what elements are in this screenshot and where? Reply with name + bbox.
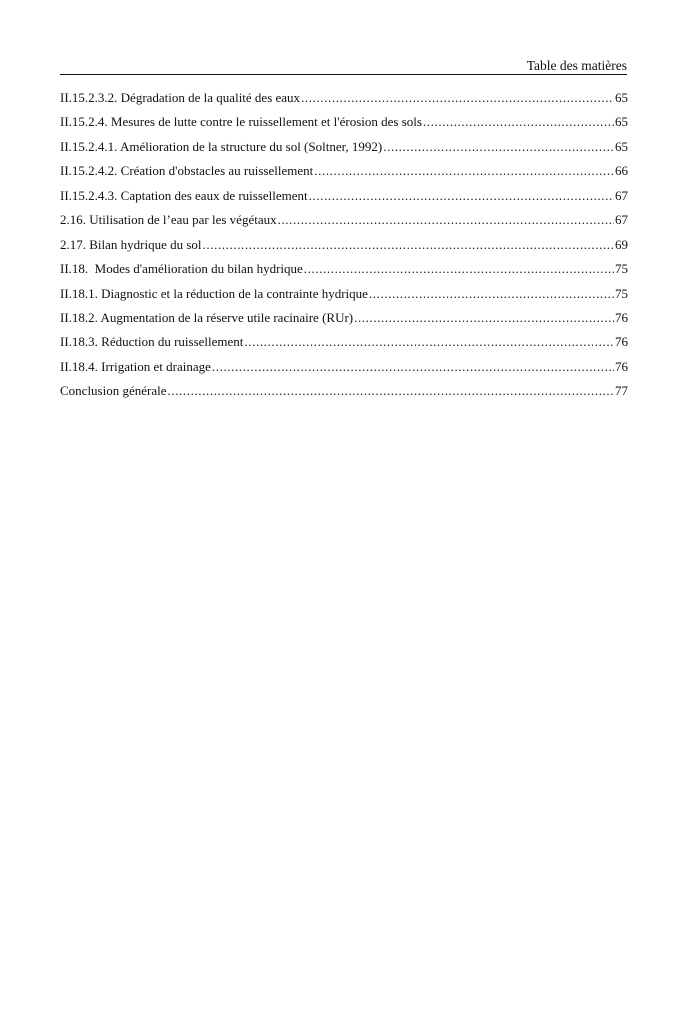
toc-dot-leader <box>383 139 614 155</box>
toc-entry-title: 2.16. Utilisation de l’eau par les végétaux <box>60 212 277 228</box>
toc-entry-title: II.18.2. Augmentation de la réserve utile racinaire (RUr) <box>60 309 354 325</box>
toc-entry-page: 76 <box>615 358 628 374</box>
toc-dot-leader <box>423 114 614 130</box>
toc-entry-title: II.18.3. Réduction du ruissellement <box>60 334 244 350</box>
toc-entry-page: 65 <box>615 138 628 154</box>
toc-dot-leader <box>301 90 614 106</box>
toc-dot-leader <box>168 383 615 399</box>
toc-entry-title: II.15.2.3.2. Dégradation de la qualité des eaux <box>60 90 301 105</box>
toc-dot-leader <box>203 237 614 253</box>
toc-entry-page: 66 <box>615 163 628 179</box>
toc-entry[interactable] <box>60 334 628 358</box>
toc-entry-page: 75 <box>615 261 628 277</box>
toc-entry-page: 76 <box>615 309 628 325</box>
toc-entry-page: 65 <box>615 114 628 130</box>
running-header: Table des matières <box>526 58 627 73</box>
toc-entry-title: II.18.1. Diagnostic et la réduction de la contrainte hydrique <box>60 285 368 301</box>
toc-entry-page: 65 <box>615 90 628 105</box>
toc-dot-leader <box>354 310 614 326</box>
toc-entry[interactable] <box>60 261 628 285</box>
toc-entry-title: II.15.2.4.1. Amélioration de la structure du sol (Soltner, 1992) <box>60 138 383 154</box>
toc-entry-title: II.15.2.4.2. Création d'obstacles au ruissellement <box>60 163 314 179</box>
toc-entry-page: 67 <box>615 187 628 203</box>
toc-entry[interactable] <box>60 286 628 310</box>
toc-dot-leader <box>304 261 614 277</box>
toc-entry-title: II.18.4. Irrigation et drainage <box>60 358 211 374</box>
toc-entry-title: 2.17. Bilan hydrique du sol <box>60 236 202 252</box>
toc-entry-title: II.15.2.4.3. Captation des eaux de ruissellement <box>60 187 308 203</box>
toc-dot-leader <box>314 163 614 179</box>
toc-entry[interactable] <box>60 383 628 407</box>
toc-entry-page: 67 <box>615 212 628 228</box>
toc-entry[interactable] <box>60 139 628 163</box>
toc-entry[interactable] <box>60 90 628 114</box>
toc-dot-leader <box>369 286 614 302</box>
toc-entry[interactable] <box>60 188 628 212</box>
toc-entry[interactable] <box>60 114 628 138</box>
toc-entry[interactable] <box>60 237 628 261</box>
toc-entry[interactable] <box>60 212 628 236</box>
toc-entry-title: Conclusion générale <box>60 383 167 399</box>
toc-entry-title: II.18. Modes d'amélioration du bilan hydrique <box>60 261 303 277</box>
toc-entry-page: 76 <box>615 334 628 350</box>
toc-entry[interactable] <box>60 163 628 187</box>
toc-entry-page: 69 <box>615 236 628 252</box>
toc-dot-leader <box>278 212 614 228</box>
table-of-contents <box>60 90 628 408</box>
toc-entry-title: II.15.2.4. Mesures de lutte contre le ruissellement et l'érosion des sols <box>60 114 422 130</box>
toc-entry[interactable] <box>60 359 628 383</box>
toc-entry-page: 77 <box>615 383 628 399</box>
toc-dot-leader <box>244 334 614 350</box>
toc-dot-leader <box>212 359 614 375</box>
toc-entry-page: 75 <box>615 285 628 301</box>
toc-entry[interactable] <box>60 310 628 334</box>
header-rule <box>60 74 627 75</box>
toc-dot-leader <box>309 188 614 204</box>
